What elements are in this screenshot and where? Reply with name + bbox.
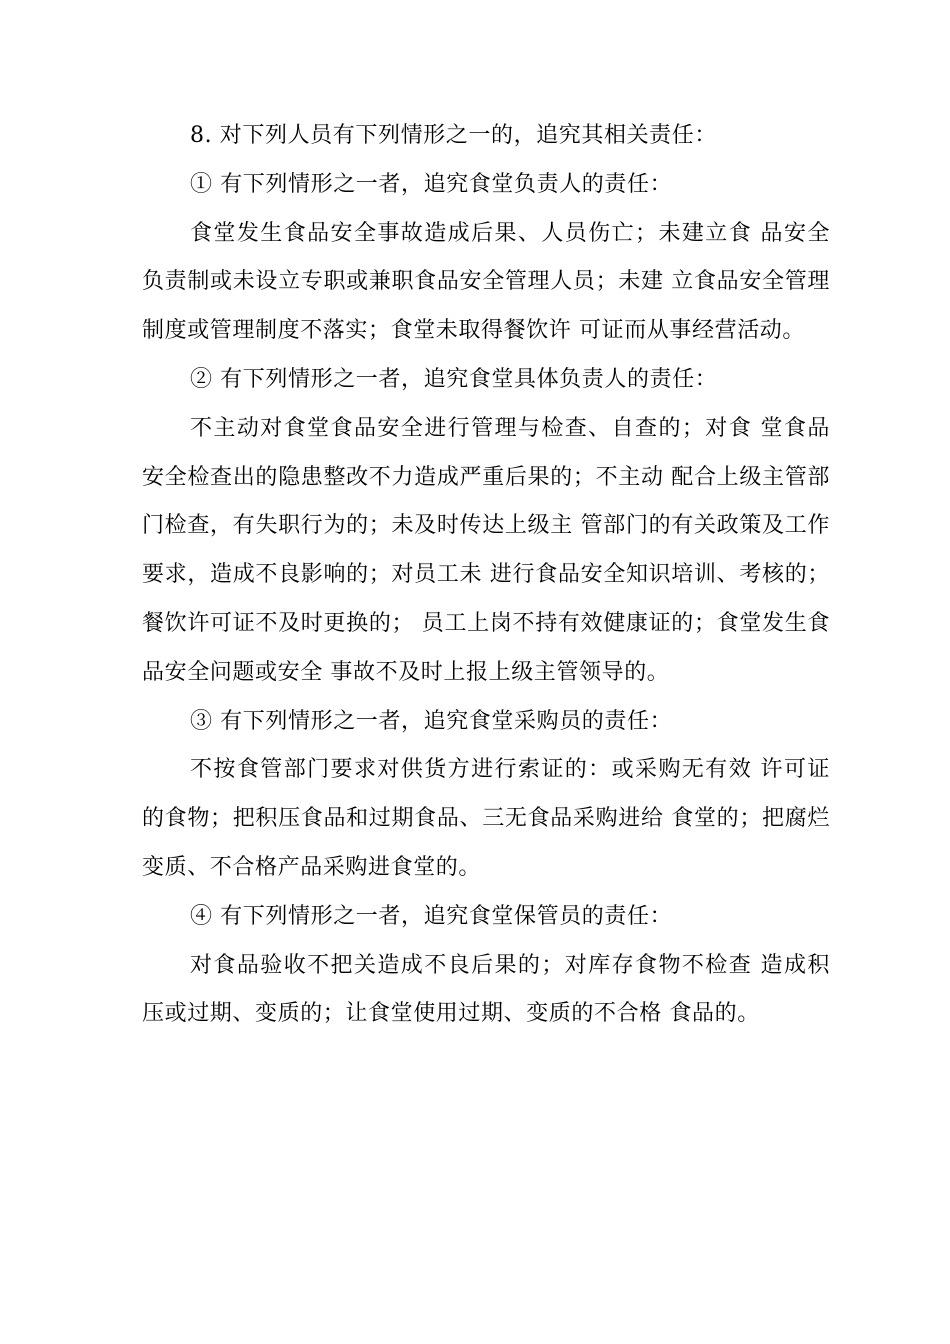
section-title-purchaser: ③ 有下列情形之一者，追究食堂采购员的责任： [190,708,673,734]
section-body-purchaser: 不按食管部门要求对供货方进行索证的：或采购无有效 许可证的食物；把积压食品和过期食品、三无食品采购进给 食堂的；把腐烂变质、不合格产品采购进食堂的。 [142,757,830,880]
document-body [142,112,830,1039]
section-body-storekeeper: 对食品验收不把关造成不良后果的；对库存食物不检查 造成积压或过期、变质的；让食堂使用过期、变质的不合格 食品的。 [142,952,830,1027]
clause-heading: 8. 对下列人员有下列情形之一的，追究其相关责任： [190,123,717,148]
section-body-canteen-manager: 食堂发生食品安全事故造成后果、人员伤亡；未建立食 品安全负责制或未设立专职或兼职食品安全管理人员；未建 立食品安全管理制度或管理制度不落实；食堂未取得餐饮许 可证而从事经营活动。 [142,220,830,344]
section-title-canteen-manager: ① 有下列情形之一者，追究食堂负责人的责任： [190,171,673,197]
section-title-storekeeper: ④ 有下列情形之一者，追究食堂保管员的责任： [190,903,673,929]
section-body-specific-manager: 不主动对食堂食品安全进行管理与检查、自查的；对食 堂食品安全检查出的隐患整改不力造成严重后果的；不主动 配合上级主管部门检查，有失职行为的；未及时传达上级主 管部门的有关政策及工作要求，造成不良影响的；对员工未 进行食品安全知识培训、考核的；餐饮许可证不及时更换的； 员工上岗不持有效健康证的；食堂发生食品安全问题或安全 事故不及时上报上级主管领导的。 [142,415,830,685]
section-title-specific-manager: ② 有下列情形之一者，追究食堂具体负责人的责任： [190,366,718,392]
